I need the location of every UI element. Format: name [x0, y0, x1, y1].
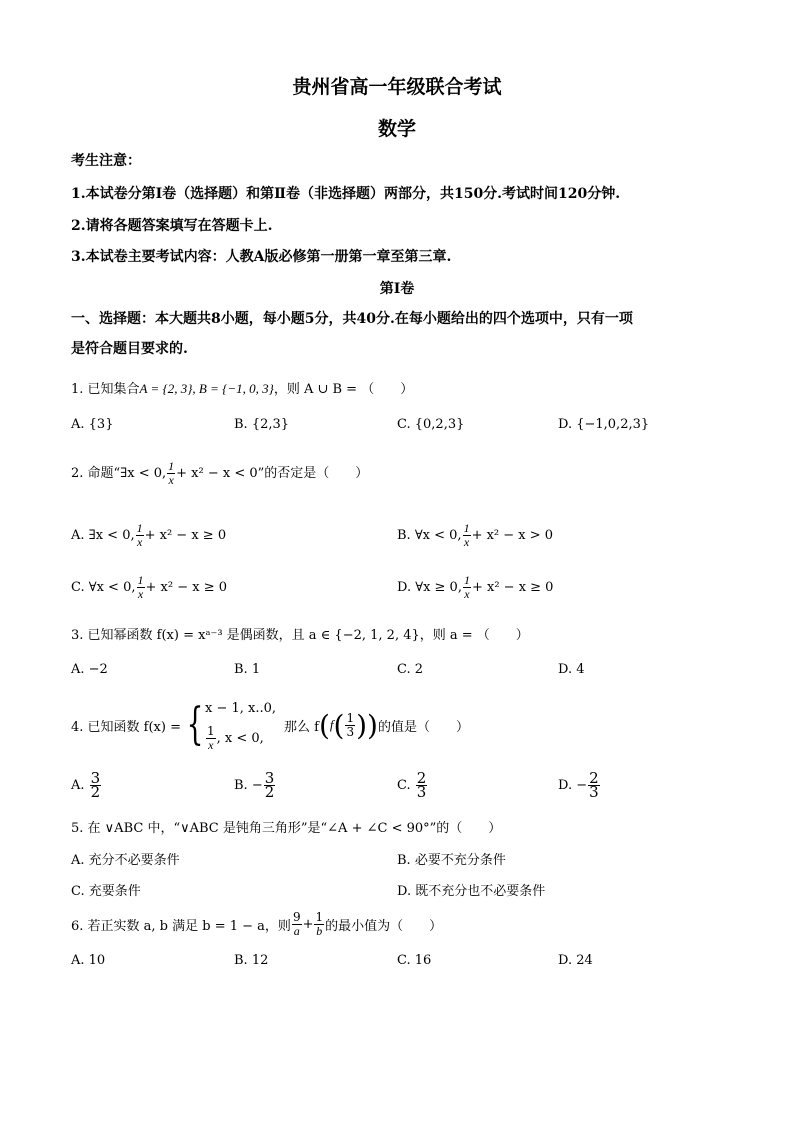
option-d: D. ∀x ≥ 0, $\frac{1}{x}$ + x² − x ≥ 0 — [397, 573, 554, 601]
option-b: B. 12 — [234, 953, 269, 968]
section-intro: 一、选择题：本大题共8小题，每小题5分，共40分.在每小题给出的四个选项中，只有一项 — [71, 311, 633, 327]
option-c: C. 2 — [397, 662, 424, 677]
question-6: 6. 若正实数 a, b 满足 b = 1 − a，则 $\frac{9}{a}$ + $\frac{1}{b}$ 的最小值为（ ） — [71, 909, 443, 938]
option-a: A. −2 — [71, 662, 108, 677]
option-a: A. ∃x < 0, $\frac{1}{x}$ + x² − x ≥ 0 — [71, 521, 227, 549]
option-a: A. 10 — [71, 953, 106, 968]
question-5: 5. 在 ∨ABC 中，“∨ABC 是钝角三角形”是“∠A + ∠C < 90°”的（ ） — [71, 821, 502, 836]
option-b: B. ∀x < 0, $\frac{1}{x}$ + x² − x > 0 — [397, 521, 554, 549]
option-b: B. 必要不充分条件 — [397, 853, 506, 868]
option-d: D. 4 — [558, 662, 585, 677]
option-d: D. {−1,0,2,3} — [558, 417, 650, 432]
option-c: C. $\frac{2}{3}$ — [397, 769, 427, 801]
option-a: A. $\frac{3}{2}$ — [71, 769, 101, 801]
notice-heading: 考生注意： — [71, 153, 141, 169]
option-a: A. {3} — [71, 417, 114, 432]
option-c: C. 充要条件 — [71, 884, 141, 899]
notice-item: 3.本试卷主要考试内容：人教A版必修第一册第一章至第三章. — [71, 249, 452, 265]
notice-item: 1.本试卷分第Ⅰ卷（选择题）和第Ⅱ卷（非选择题）两部分，共150分.考试时间120分钟. — [71, 186, 621, 202]
option-d: D. 24 — [558, 953, 593, 968]
subject-title: 数学 — [377, 118, 416, 140]
option-b: B. − $\frac{3}{2}$ — [234, 769, 275, 801]
option-b: B. 1 — [234, 662, 261, 677]
question-2: 2. 命题“∃x < 0, $\frac{1}{x}$ + x² − x < 0”的否定是（ ） — [71, 459, 369, 487]
section-label: 第Ⅰ卷 — [379, 281, 415, 297]
question-4: 4. 已知函数 f(x) = { x − 1, x..0, $\frac{1}{x}$ , x < 0, 那么 f ( f ( $\frac{1}{3}$ ) ) 的值是（ ） — [71, 699, 469, 752]
option-c: C. ∀x < 0, $\frac{1}{x}$ + x² − x ≥ 0 — [71, 573, 227, 601]
option-d: D. − $\frac{2}{3}$ — [558, 769, 599, 801]
option-c: C. 16 — [397, 953, 432, 968]
question-3: 3. 已知幂函数 f(x) = xᵃ⁻³ 是偶函数，且 a ∈ {−2, 1, 2, 4}，则 a = （ ） — [71, 628, 529, 643]
section-intro-cont: 是符合题目要求的. — [71, 341, 188, 357]
option-b: B. {2,3} — [234, 417, 290, 432]
notice-item: 2.请将各题答案填写在答题卡上. — [71, 218, 273, 234]
option-d: D. 既不充分也不必要条件 — [397, 884, 546, 899]
question-1: 1. 已知集合A = {2, 3}, B = {−1, 0, 3}，则 A ∪ B = （ ） — [71, 381, 414, 397]
exam-title: 贵州省高一年级联合考试 — [292, 76, 502, 98]
option-a: A. 充分不必要条件 — [71, 853, 180, 868]
option-c: C. {0,2,3} — [397, 417, 465, 432]
